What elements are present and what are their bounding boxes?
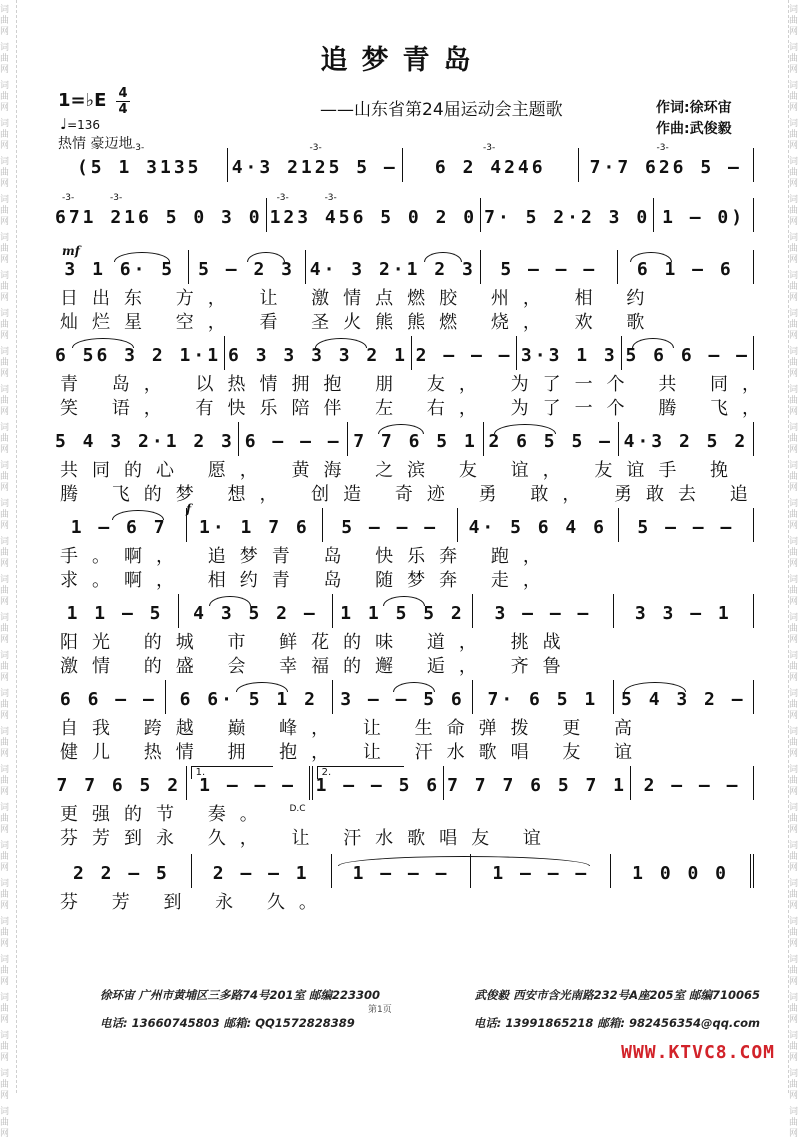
- measure-notes: 1 — 6 7: [70, 517, 168, 538]
- watermark-text: 词曲网: [789, 575, 799, 607]
- credits: [656, 98, 732, 140]
- measure-notes: 5 — — —: [500, 259, 598, 280]
- measure-notes: 1 — — 5 6: [315, 775, 441, 796]
- watermark-text: 词曲网: [0, 1069, 10, 1101]
- measure-notes: 4·3 2125 5 —: [231, 157, 398, 178]
- measure-notes: 1 — — —: [199, 775, 297, 796]
- measure-notes: 1 1 5 5 2: [340, 603, 465, 624]
- measure: [306, 250, 481, 284]
- measure: [618, 250, 755, 284]
- measure: [348, 422, 483, 456]
- measure-notes: 2 — — —: [643, 775, 741, 796]
- measure: [622, 336, 754, 370]
- measure: [473, 680, 613, 714]
- quarter-note-icon: ♩: [60, 115, 68, 133]
- watermark-text: 词曲网: [0, 803, 10, 835]
- measure: [471, 854, 611, 888]
- measure-notes: 1 — — —: [492, 863, 590, 884]
- watermark-text: 词曲网: [789, 461, 799, 493]
- watermark-text: 词曲网: [0, 689, 10, 721]
- measure-notes: 3 1 6· 5: [64, 259, 176, 280]
- watermark-text: 词曲网: [0, 955, 10, 987]
- measure-notes: 5 4 3 2·1 2 3: [55, 431, 235, 452]
- measure: [517, 336, 622, 370]
- score-system: [52, 422, 762, 508]
- measure: -3- (5 1 3135: [52, 148, 228, 182]
- measure: [473, 594, 613, 628]
- second-ending-bracket: 2.: [317, 766, 404, 779]
- dynamic-f: f: [186, 502, 192, 516]
- measure-notes: 7· 5 2·2 3 0: [484, 207, 651, 228]
- measure: -3- 7·7 626 5 —: [579, 148, 755, 182]
- measure: [654, 198, 754, 232]
- right-watermark-strip: [788, 0, 805, 1139]
- lyric-line-2: 芬芳到永 久， 让 汗水歌唱友 谊: [60, 828, 555, 849]
- score-system: [52, 193, 754, 250]
- watermark-text: 词曲网: [0, 119, 10, 151]
- measure-notes: 7 7 6 5 2: [56, 775, 182, 796]
- measure: [189, 250, 306, 284]
- watermark-text: 词曲网: [0, 651, 10, 683]
- measure: [484, 422, 619, 456]
- watermark-text: 词曲网: [0, 157, 10, 189]
- measure-notes: 4 3 5 2 —: [193, 603, 318, 624]
- measure-notes: 4·3 2 5 2: [623, 431, 749, 452]
- first-ending-measure: [187, 766, 313, 814]
- watermark-text: 词曲网: [789, 271, 799, 303]
- measure: [412, 336, 517, 370]
- measure: [481, 198, 654, 232]
- watermark-text: 词曲网: [789, 309, 799, 341]
- dynamic-mf: mf: [62, 244, 80, 258]
- tempo-marking: [60, 115, 100, 133]
- lyric-line-1: 青 岛， 以热情拥抱 朋 友， 为了一个 共 同，: [60, 374, 775, 395]
- footer-contacts: [100, 987, 760, 1043]
- lyric-line-2: 激情 的盛 会 幸福的邂 逅， 齐鲁: [60, 656, 575, 677]
- measure-notes: 3 3 — 1: [634, 603, 732, 624]
- measure-notes: 3·3 1 3: [520, 345, 618, 366]
- mood-marking: 热情 豪迈地: [58, 136, 133, 152]
- watermark-text: 词曲网: [0, 309, 10, 341]
- measure: [52, 422, 239, 456]
- composer: 作曲:武俊毅: [656, 121, 732, 137]
- song-subtitle: ——山东省第24届运动会主题歌: [320, 100, 563, 120]
- song-title: 追梦青岛: [320, 45, 485, 76]
- watermark-text: 词曲网: [0, 385, 10, 417]
- watermark-text: 词曲网: [789, 157, 799, 189]
- watermark-text: 词曲网: [0, 917, 10, 949]
- measure-notes: 6 1 — 6: [636, 259, 734, 280]
- measure-notes: 1 — — —: [352, 863, 450, 884]
- watermark-text: 词曲网: [0, 575, 10, 607]
- score-system: [52, 244, 754, 336]
- watermark-text: 词曲网: [0, 499, 10, 531]
- measure: [52, 680, 166, 714]
- watermark-text: 词曲网: [0, 5, 10, 37]
- measure-notes: 7·7 626 5 —: [589, 157, 742, 178]
- watermark-text: 词曲网: [789, 81, 799, 113]
- measure: [332, 854, 472, 888]
- lyric-line-2: 灿烂星 空， 看 圣火熊熊燃 烧， 欢 歌: [60, 312, 659, 333]
- watermark-text: 词曲网: [789, 499, 799, 531]
- measure: [614, 594, 754, 628]
- measure-notes: 4· 3 2·1 2 3: [309, 259, 476, 280]
- watermark-text: 词曲网: [789, 993, 799, 1025]
- measure: [323, 508, 458, 542]
- watermark-text: 词曲网: [789, 1031, 799, 1063]
- measure-notes: 2 — — —: [415, 345, 513, 366]
- watermark-text: 词曲网: [789, 5, 799, 37]
- measure: -3- 6 2 4246: [403, 148, 579, 182]
- time-signature-bottom: 4: [118, 102, 128, 117]
- watermark-text: 词曲网: [789, 651, 799, 683]
- measure-notes: 6 56 3 2 1·1: [55, 345, 222, 366]
- watermark-text: 词曲网: [789, 537, 799, 569]
- measure-notes: 1 — 0): [662, 207, 746, 228]
- score-system: [52, 336, 775, 422]
- lyric-line-2: 腾 飞的梦 想， 创造 奇迹 勇 敢， 勇敢去 追: [60, 484, 762, 505]
- score-system: [52, 854, 754, 920]
- watermark-text: 词曲网: [789, 43, 799, 75]
- watermark-text: 词曲网: [0, 879, 10, 911]
- measure-notes: 5 — — —: [341, 517, 439, 538]
- first-ending-bracket: 1.: [191, 766, 273, 779]
- lyric-line-1: 阳光 的城 市 鲜花的味 道， 挑战: [60, 632, 575, 653]
- measure: -3- 4·3 2125 5 —: [228, 148, 404, 182]
- score-system: [52, 680, 754, 766]
- watermark-text: 词曲网: [0, 271, 10, 303]
- lyric-line-1: 日出东 方， 让 激情点燃胶 州， 相 约: [60, 288, 659, 309]
- watermark-text: 词曲网: [0, 993, 10, 1025]
- measure: [52, 250, 189, 284]
- score-system: [52, 502, 754, 594]
- left-watermark-strip: [0, 0, 17, 1139]
- measure-notes: 5 — — —: [637, 517, 735, 538]
- measure: [481, 250, 618, 284]
- measure-notes: 1 1 — 5: [66, 603, 164, 624]
- score-system: [52, 766, 754, 854]
- time-signature-top: 4: [118, 86, 128, 101]
- lyric-line-1: 更强的节 奏。: [60, 804, 272, 825]
- watermark-text: 词曲网: [0, 1107, 10, 1139]
- watermark-text: 词曲网: [0, 461, 10, 493]
- watermark-text: 词曲网: [789, 119, 799, 151]
- measure: -3- -3- 671 216 5 0 3 0: [52, 198, 267, 232]
- key-signature: 1=♭E: [58, 90, 107, 111]
- watermark-text: 词曲网: [789, 955, 799, 987]
- measure-notes: 7 7 7 6 5 7 1: [447, 775, 628, 796]
- watermark-text: 词曲网: [789, 195, 799, 227]
- watermark-text: 词曲网: [789, 1107, 799, 1139]
- measure: [631, 766, 754, 800]
- measure-notes: 6 6· 5 1 2: [179, 689, 318, 710]
- measure: [52, 594, 179, 628]
- measure: [179, 594, 333, 628]
- watermark-text: 词曲网: [0, 613, 10, 645]
- second-ending-measure: [313, 766, 445, 800]
- measure: [166, 680, 333, 714]
- measure: [444, 766, 631, 800]
- measure-notes: 2 6 5 5 —: [488, 431, 613, 452]
- measure-notes: 2 2 — 5: [72, 863, 170, 884]
- measure-notes: 7 7 6 5 1: [353, 431, 478, 452]
- measure-notes: 6 2 4246: [434, 157, 546, 178]
- measure: [333, 594, 473, 628]
- watermark-text: 词曲网: [0, 1031, 10, 1063]
- watermark-text: 词曲网: [789, 385, 799, 417]
- measure-notes: 1· 1 7 6: [199, 517, 310, 538]
- watermark-text: 词曲网: [0, 81, 10, 113]
- watermark-text: 词曲网: [789, 727, 799, 759]
- score-system: [52, 594, 754, 680]
- measure-notes: 671 216 5 0 3 0: [55, 207, 263, 228]
- measure-notes: 6 3 3 3 3 2 1: [228, 345, 408, 366]
- measure: [239, 422, 349, 456]
- watermark-text: 词曲网: [0, 423, 10, 455]
- measure-notes: (5 1 3135: [76, 157, 202, 178]
- measure: [52, 508, 187, 542]
- measure: [52, 854, 192, 888]
- measure-notes: 6 6 — —: [59, 689, 157, 710]
- lyric-line-2: 笑 语， 有快乐陪伴 左 右， 为了一个 腾 飞，: [60, 398, 775, 419]
- measure: [52, 766, 187, 800]
- website-watermark: WWW.KTVC8.COM: [621, 1042, 775, 1063]
- lyricist-contact: 电话: 13660745803 邮箱: QQ1572828389: [100, 1016, 355, 1030]
- lyric-line-2: 求。啊， 相约青 岛 随梦奔 走，: [60, 570, 555, 591]
- lyric-line-1: 共同的心 愿， 黄海 之滨 友 谊， 友谊手 挽: [60, 460, 743, 481]
- measure: [458, 508, 619, 542]
- watermark-text: 词曲网: [0, 765, 10, 797]
- watermark-text: 词曲网: [789, 613, 799, 645]
- composer-contact: 电话: 13991865218 邮箱: 982456354@qq.com: [473, 1016, 760, 1030]
- measure-notes: 5 — 2 3: [198, 259, 295, 280]
- lyricist: 作词:徐环宙: [656, 100, 732, 116]
- watermark-text: 词曲网: [0, 347, 10, 379]
- watermark-text: 词曲网: [0, 43, 10, 75]
- watermark-text: 词曲网: [789, 423, 799, 455]
- tempo-value: =136: [67, 118, 101, 132]
- measure: [52, 336, 225, 370]
- watermark-text: 词曲网: [0, 233, 10, 265]
- watermark-text: 词曲网: [789, 879, 799, 911]
- measure-notes: 5 4 3 2 —: [621, 689, 746, 710]
- measure: [225, 336, 412, 370]
- lyricist-address: 徐环宙 广州市黄埔区三多路74号201室 邮编223300: [100, 988, 381, 1002]
- measure: [619, 508, 754, 542]
- measure-notes: 1 0 0 0: [632, 863, 730, 884]
- lyric-line-1: 芬 芳 到 永 久。: [60, 892, 331, 913]
- page-label: 第1页: [368, 1005, 392, 1015]
- measure-notes: 2 — — 1: [212, 863, 310, 884]
- measure: [192, 854, 332, 888]
- watermark-text: 词曲网: [0, 727, 10, 759]
- measure: -3- -3- 123 456 5 0 2 0: [267, 198, 482, 232]
- lyric-line-1: 自我 跨越 巅 峰， 让 生命弹拨 更 高: [60, 718, 647, 739]
- watermark-text: 词曲网: [789, 841, 799, 873]
- measure-notes: 3 — — —: [494, 603, 592, 624]
- watermark-text: 词曲网: [789, 689, 799, 721]
- watermark-text: 词曲网: [0, 841, 10, 873]
- final-measure: [611, 854, 754, 888]
- watermark-text: 词曲网: [789, 233, 799, 265]
- measure-notes: 3 — — 5 6: [340, 689, 465, 710]
- time-signature: [116, 87, 130, 116]
- lyric-line-1: 手。啊， 追梦青 岛 快乐奔 跑，: [60, 546, 555, 567]
- da-capo-marking: D.C: [289, 804, 306, 814]
- measure-notes: 5 6 6 — —: [625, 345, 751, 366]
- measure-notes: 6 — — —: [244, 431, 342, 452]
- measure-notes: 4· 5 6 4 6: [468, 517, 607, 538]
- measure-notes: 7· 6 5 1: [487, 689, 599, 710]
- measure-notes: 123 456 5 0 2 0: [269, 207, 478, 228]
- lyric-line-2: 健儿 热情 拥 抱， 让 汗水歌唱 友 谊: [60, 742, 647, 763]
- watermark-text: 词曲网: [789, 1069, 799, 1101]
- watermark-text: 词曲网: [789, 803, 799, 835]
- watermark-text: 词曲网: [789, 347, 799, 379]
- watermark-text: 词曲网: [789, 917, 799, 949]
- measure: [333, 680, 473, 714]
- measure: [619, 422, 754, 456]
- composer-address: 武俊毅 西安市含光南路232号A座205室 邮编710065: [474, 988, 760, 1002]
- watermark-text: 词曲网: [789, 765, 799, 797]
- watermark-text: 词曲网: [0, 537, 10, 569]
- measure: [187, 508, 322, 542]
- measure: [614, 680, 754, 714]
- watermark-text: 词曲网: [0, 195, 10, 227]
